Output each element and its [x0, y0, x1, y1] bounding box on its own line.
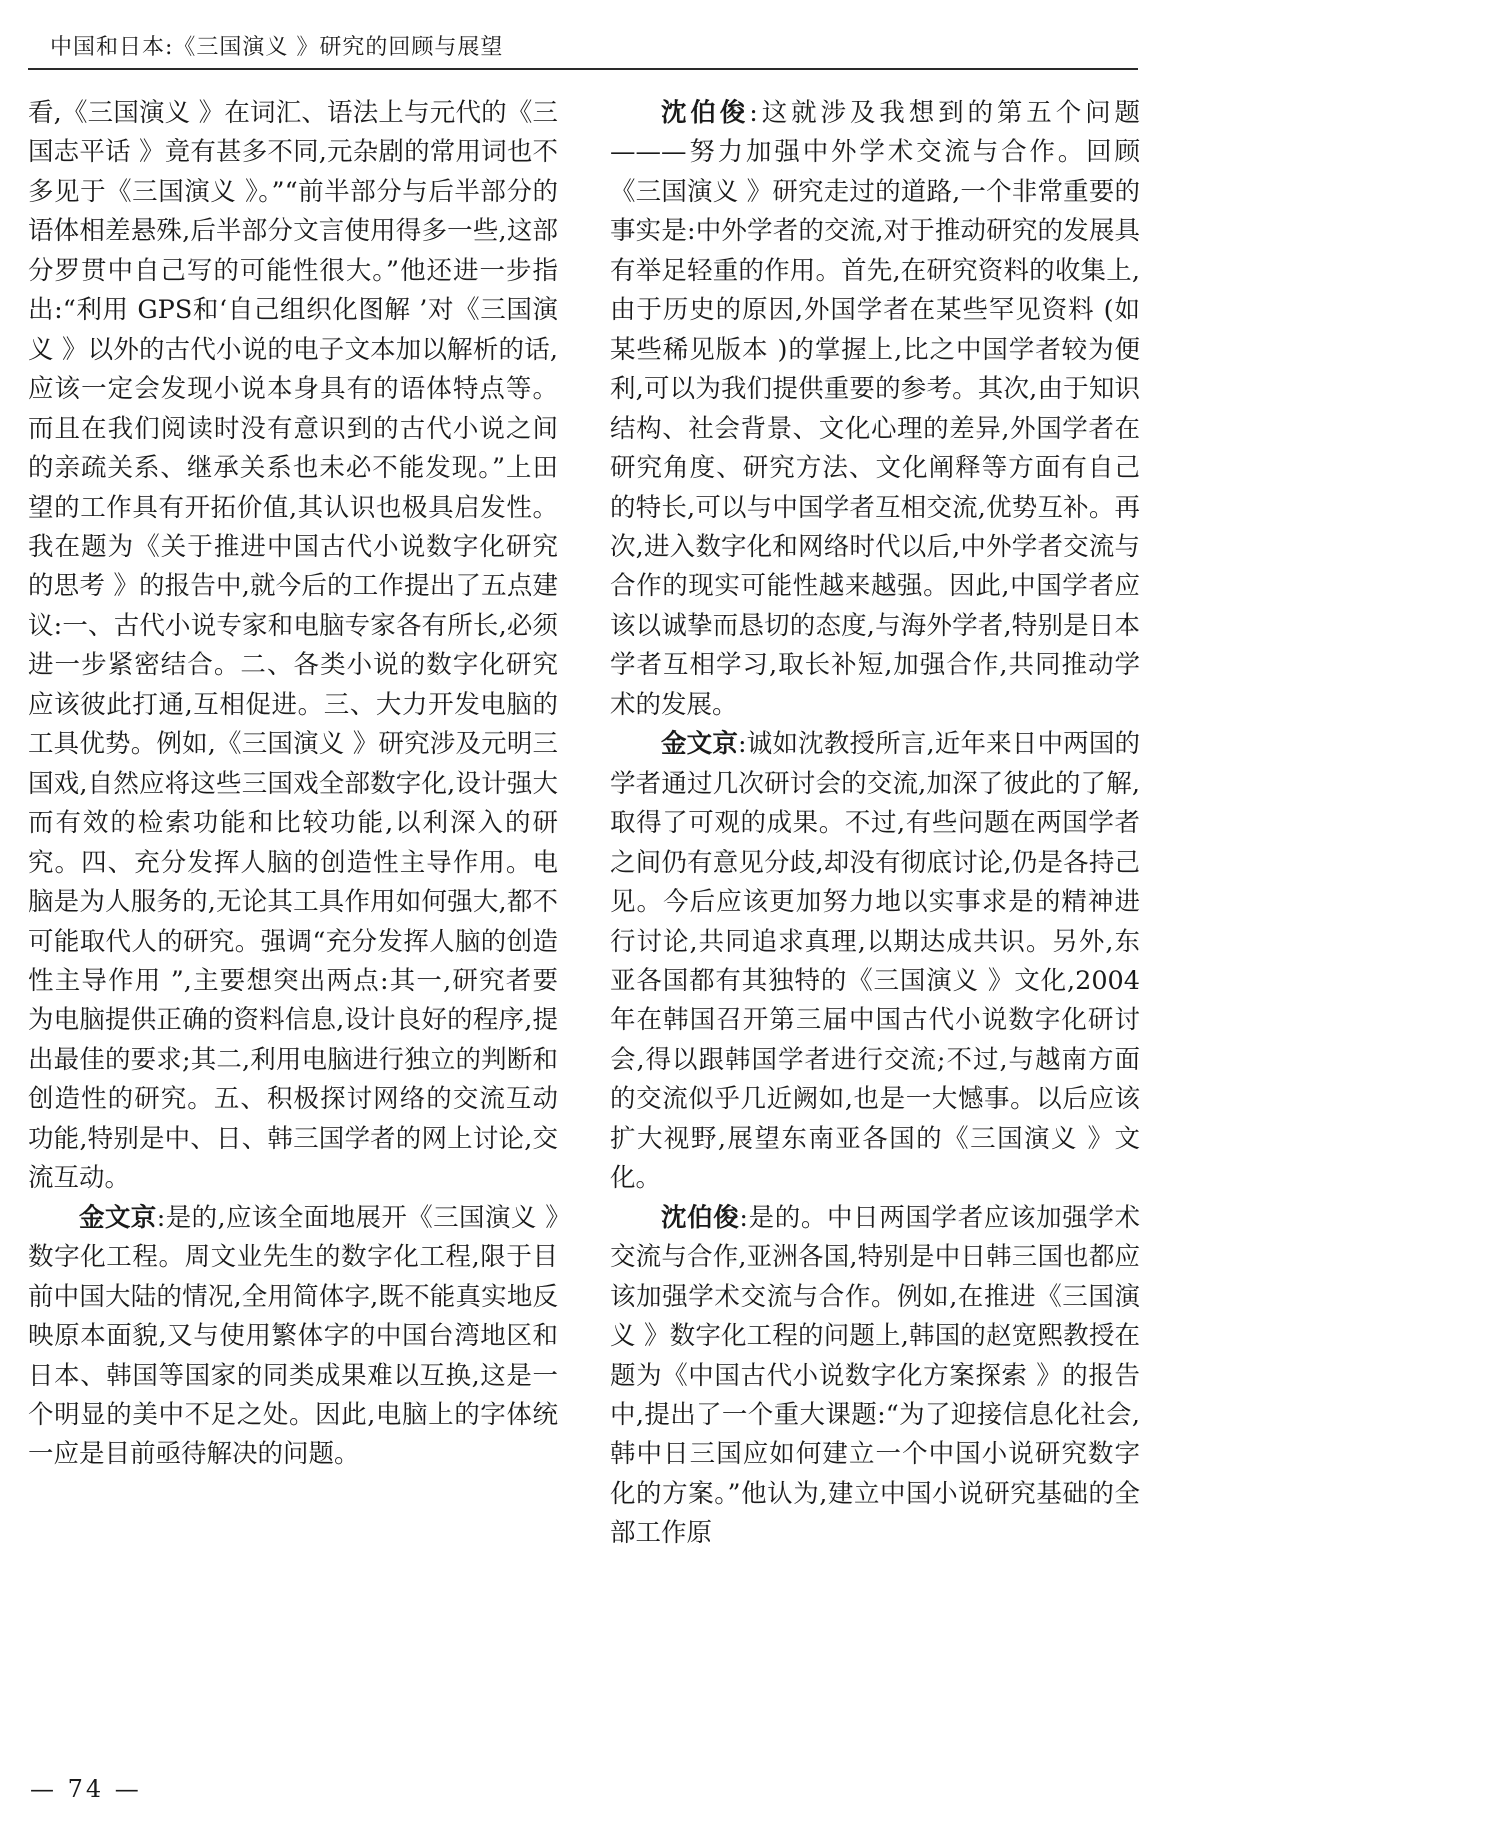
page-number: — 74 — [30, 1775, 142, 1803]
running-header-title: 中国和日本:《三国演义 》研究的回顾与展望 [50, 35, 504, 60]
paragraph [610, 1199, 1140, 1554]
paragraph-text: :这就涉及我想到的第五个问题———努力加强中外学术交流与合作。回顾《三国演义 》研究走过的道路,一个非常重要的事实是:中外学者的交流,对于推动研究的发展具有举足轻重的作用。首先,在研究资料的收集上,由于历史的原因,外国学者在某些罕见资料 (如某些稀见版本 )的掌握上,比之中国学者较为便利,可以为我们提供重要的参考。其次,由于知识结构、社会背景、文化心理的差异,外国学者在研究角度、研究方法、文化阐释等方面有自己的特长,可以与中国学者互相交流,优势互补。再次,进入数字化和网络时代以后,中外学者交流与合作的现实可能性越来越强。因此,中国学者应该以诚挚而恳切的态度,与海外学者,特别是日本学者互相学习,取长补短,加强合作,共同推动学术的发展。 [610, 98, 1140, 720]
paragraph [610, 94, 1140, 725]
paragraph [28, 94, 558, 1199]
paragraph-text: 看,《三国演义 》在词汇、语法上与元代的《三国志平话 》竟有甚多不同,元杂剧的常用词也不多见于《三国演义 》。”“前半部分与后半部分的语体相差悬殊,后半部分文言使用得多一些,这部分罗贯中自己写的可能性很大。”他还进一步指出:“利用 GPS和‘自己组织化图解 ’对《三国演义 》以外的古代小说的电子文本加以解析的话,应该一定会发现小说本身具有的语体特点等。而且在我们阅读时没有意识到的古代小说之间的亲疏关系、继承关系也未必不能发现。”上田望的工作具有开拓价值,其认识也极具启发性。我在题为《关于推进中国古代小说数字化研究的思考 》的报告中,就今后的工作提出了五点建议:一、古代小说专家和电脑专家各有所长,必须进一步紧密结合。二、各类小说的数字化研究应该彼此打通,互相促进。三、大力开发电脑的工具优势。例如,《三国演义 》研究涉及元明三国戏,自然应将这些三国戏全部数字化,设计强大而有效的检索功能和比较功能,以利深入的研究。四、充分发挥人脑的创造性主导作用。电脑是为人服务的,无论其工具作用如何强大,都不可能取代人的研究。强调“充分发挥人脑的创造性主导作用 ”,主要想突出两点:其一,研究者要为电脑提供正确的资料信息,设计良好的程序,提出最佳的要求;其二,利用电脑进行独立的判断和创造性的研究。五、积极探讨网络的交流互动功能,特别是中、日、韩三国学者的网上讨论,交流互动。 [28, 98, 558, 1194]
running-header [28, 18, 1138, 70]
right-column [610, 94, 1140, 1554]
paragraph-text: :诚如沈教授所言,近年来日中两国的学者通过几次研讨会的交流,加深了彼此的了解,取得了可观的成果。不过,有些问题在两国学者之间仍有意见分歧,却没有彻底讨论,仍是各持己见。今后应该更加努力地以实事求是的精神进行讨论,共同追求真理,以期达成共识。另外,东亚各国都有其独特的《三国演义 》文化,2004年在韩国召开第三届中国古代小说数字化研讨会,得以跟韩国学者进行交流;不过,与越南方面的交流似乎几近阙如,也是一大憾事。以后应该扩大视野,展望东南亚各国的《三国演义 》文化。 [610, 729, 1140, 1194]
speaker-name: 沈伯俊 [661, 98, 750, 128]
paragraph-text: :是的,应该全面地展开《三国演义 》数字化工程。周文业先生的数字化工程,限于目前中国大陆的情况,全用简体字,既不能真实地反映原本面貌,又与使用繁体字的中国台湾地区和日本、韩国等国家的同类成果难以互换,这是一个明显的美中不足之处。因此,电脑上的字体统一应是目前亟待解决的问题。 [28, 1202, 558, 1470]
speaker-name: 金文京 [661, 729, 739, 760]
left-column [28, 94, 558, 1475]
speaker-name: 沈伯俊 [661, 1202, 740, 1233]
speaker-name: 金文京 [79, 1202, 157, 1233]
paragraph-text: :是的。中日两国学者应该加强学术交流与合作,亚洲各国,特别是中日韩三国也都应该加强学术交流与合作。例如,在推进《三国演义 》数字化工程的问题上,韩国的赵宽熙教授在题为《中国古代小说数字化方案探索 》的报告中,提出了一个重大课题:“为了迎接信息化社会,韩中日三国应如何建立一个中国小说研究数字化的方案。”他认为,建立中国小说研究基础的全部工作原 [610, 1202, 1140, 1549]
paragraph [28, 1199, 558, 1475]
paragraph [610, 725, 1140, 1198]
